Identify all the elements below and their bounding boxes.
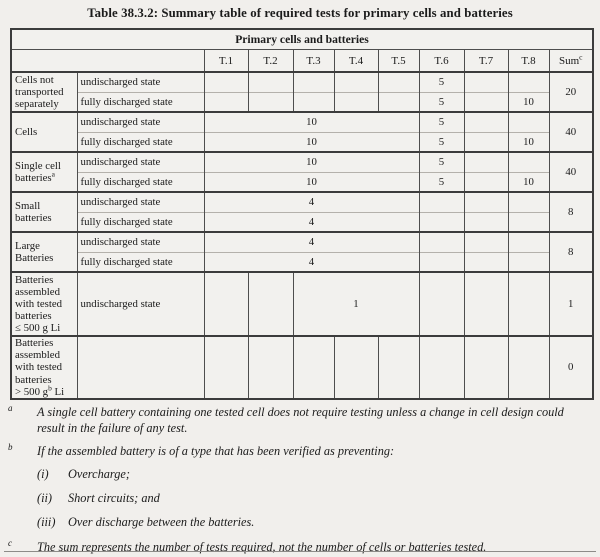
value-cell-t8: 10 xyxy=(508,132,549,152)
sum-cell: 0 xyxy=(549,336,593,399)
value-cell-t6: 5 xyxy=(419,72,464,92)
column-header-sum: Sum$^c$ xyxy=(549,50,593,73)
value-cell-t4 xyxy=(334,336,378,399)
section-label-cell: Small batteries xyxy=(11,192,77,232)
sum-cell: 8 xyxy=(549,192,593,232)
footnote-c xyxy=(0,539,600,555)
column-header-row xyxy=(11,50,593,73)
summary-table xyxy=(10,28,594,400)
value-cell-t2 xyxy=(248,72,293,92)
state-cell xyxy=(77,336,204,399)
value-cell-t7 xyxy=(464,232,508,252)
value-cell-t2 xyxy=(248,272,293,336)
value-cell-t6: 5 xyxy=(419,92,464,112)
table-row xyxy=(11,212,593,232)
sum-cell: 20 xyxy=(549,72,593,112)
state-cell: undischarged state xyxy=(77,112,204,132)
value-cell-t8 xyxy=(508,192,549,212)
item-number: (i) xyxy=(37,466,49,481)
label-footnote-ref: a xyxy=(51,169,55,179)
footnote-b-item-ii xyxy=(0,491,600,506)
footnote-marker-b: b xyxy=(8,442,13,453)
table-row xyxy=(11,192,593,212)
value-cell-t8 xyxy=(508,112,549,132)
state-cell: fully discharged state xyxy=(77,252,204,272)
value-cell-t6 xyxy=(419,252,464,272)
table-row xyxy=(11,152,593,172)
footnote-b-item-iii xyxy=(0,515,600,530)
sum-cell: 1 xyxy=(549,272,593,336)
value-cell-t8 xyxy=(508,232,549,252)
sum-cell: 40 xyxy=(549,152,593,192)
value-cell-t6 xyxy=(419,212,464,232)
state-cell: undischarged state xyxy=(77,272,204,336)
value-cell-t1-t5: 10 xyxy=(204,152,419,172)
value-cell-t6: 5 xyxy=(419,112,464,132)
item-number: (iii) xyxy=(37,514,56,529)
value-cell-t1 xyxy=(204,272,248,336)
state-cell: fully discharged state xyxy=(77,212,204,232)
item-text: Short circuits; and xyxy=(68,490,160,505)
blank-header-cell xyxy=(11,50,204,73)
value-cell-t4 xyxy=(334,92,378,112)
footnote-b-item-i xyxy=(0,467,600,482)
state-cell: fully discharged state xyxy=(77,92,204,112)
value-cell-t7 xyxy=(464,252,508,272)
column-header-t4: T.4 xyxy=(334,50,378,73)
state-cell: fully discharged state xyxy=(77,172,204,192)
value-cell-t1-t5: 10 xyxy=(204,112,419,132)
value-cell-t2 xyxy=(248,92,293,112)
section-label-cell: Cells xyxy=(11,112,77,152)
state-cell: undischarged state xyxy=(77,72,204,92)
column-header-t6: T.6 xyxy=(419,50,464,73)
value-cell-t7 xyxy=(464,172,508,192)
footnote-marker-c: c xyxy=(8,537,12,548)
value-cell-t8 xyxy=(508,212,549,232)
value-cell-t2 xyxy=(248,336,293,399)
value-cell-t4 xyxy=(334,72,378,92)
value-cell-t8 xyxy=(508,152,549,172)
value-cell-t7 xyxy=(464,112,508,132)
value-cell-t7 xyxy=(464,192,508,212)
value-cell-t7 xyxy=(464,212,508,232)
sum-footnote-ref: c xyxy=(579,51,583,61)
footnote-a-text: A single cell battery containing one tested cell does not require testing unless a change in cell design could result in the failure of any test. xyxy=(37,405,564,436)
sum-cell: 8 xyxy=(549,232,593,272)
value-cell-t7 xyxy=(464,92,508,112)
state-cell: fully discharged state xyxy=(77,132,204,152)
table-row xyxy=(11,252,593,272)
state-cell: undischarged state xyxy=(77,232,204,252)
column-header-t1: T.1 xyxy=(204,50,248,73)
label-footnote-ref: b xyxy=(48,383,52,393)
section-label-cell: Cells not transported separately xyxy=(11,72,77,112)
value-cell-t1-t5: 10 xyxy=(204,172,419,192)
item-text: Over discharge between the batteries. xyxy=(68,514,255,529)
state-cell: undischarged state xyxy=(77,192,204,212)
table-row xyxy=(11,172,593,192)
table-row xyxy=(11,72,593,92)
value-cell-t1-t5: 4 xyxy=(204,212,419,232)
value-cell-t8 xyxy=(508,336,549,399)
column-header-t2: T.2 xyxy=(248,50,293,73)
value-cell-t3 xyxy=(293,92,334,112)
value-cell-t6: 5 xyxy=(419,132,464,152)
value-cell-t3 xyxy=(293,72,334,92)
value-cell-t8: 10 xyxy=(508,172,549,192)
value-cell-t6: 5 xyxy=(419,172,464,192)
section-label-cell: Batteries assembled with tested batteries > 500 $g^b$ Li xyxy=(11,336,77,399)
value-cell-t8 xyxy=(508,72,549,92)
value-cell-t8 xyxy=(508,272,549,336)
value-cell-t5 xyxy=(378,336,419,399)
value-cell-t1-t5: 4 xyxy=(204,192,419,212)
section-label-cell: Large Batteries xyxy=(11,232,77,272)
table-row xyxy=(11,112,593,132)
group-header-cell: Primary cells and batteries xyxy=(11,29,593,50)
footnote-a xyxy=(0,404,600,436)
bottom-rule xyxy=(4,551,596,552)
value-cell-t3 xyxy=(293,336,334,399)
table-row xyxy=(11,336,593,399)
value-cell-t7 xyxy=(464,152,508,172)
column-header-t5: T.5 xyxy=(378,50,419,73)
column-header-t8: T.8 xyxy=(508,50,549,73)
value-cell-t7 xyxy=(464,72,508,92)
table-row xyxy=(11,92,593,112)
table-row xyxy=(11,272,593,336)
value-cell-t7 xyxy=(464,132,508,152)
column-header-t7: T.7 xyxy=(464,50,508,73)
footnote-c-text: The sum represents the number of tests required, not the number of cells or batteries tested. xyxy=(37,539,487,554)
value-cell-t7 xyxy=(464,272,508,336)
value-cell-t6 xyxy=(419,232,464,252)
value-cell-t7 xyxy=(464,336,508,399)
value-cell-t1 xyxy=(204,92,248,112)
section-label-cell: Single cell batteries$^a$ xyxy=(11,152,77,192)
value-cell-t8 xyxy=(508,252,549,272)
item-text: Overcharge; xyxy=(68,466,130,481)
table-row xyxy=(11,132,593,152)
footnote-marker-a: a xyxy=(8,403,13,413)
state-cell: undischarged state xyxy=(77,152,204,172)
section-label-cell: Batteries assembled with tested batteries ≤ 500 g Li xyxy=(11,272,77,336)
item-number: (ii) xyxy=(37,490,53,505)
value-cell-t3-t5: 1 xyxy=(293,272,419,336)
group-header-row xyxy=(11,29,593,50)
value-cell-t1-t5: 4 xyxy=(204,252,419,272)
footnotes xyxy=(0,404,600,557)
value-cell-t1-t5: 10 xyxy=(204,132,419,152)
sum-cell: 40 xyxy=(549,112,593,152)
column-header-t3: T.3 xyxy=(293,50,334,73)
value-cell-t5 xyxy=(378,92,419,112)
value-cell-t6 xyxy=(419,192,464,212)
footnote-b-text: If the assembled battery is of a type that has been verified as preventing: xyxy=(37,444,395,459)
table-title: Table 38.3.2: Summary table of required tests for primary cells and batteries xyxy=(87,6,513,20)
value-cell-t1 xyxy=(204,72,248,92)
value-cell-t6: 5 xyxy=(419,152,464,172)
value-cell-t1 xyxy=(204,336,248,399)
value-cell-t8: 10 xyxy=(508,92,549,112)
value-cell-t5 xyxy=(378,72,419,92)
value-cell-t6 xyxy=(419,272,464,336)
footnote-b xyxy=(0,443,600,459)
value-cell-t6 xyxy=(419,336,464,399)
value-cell-t1-t5: 4 xyxy=(204,232,419,252)
table-row xyxy=(11,232,593,252)
